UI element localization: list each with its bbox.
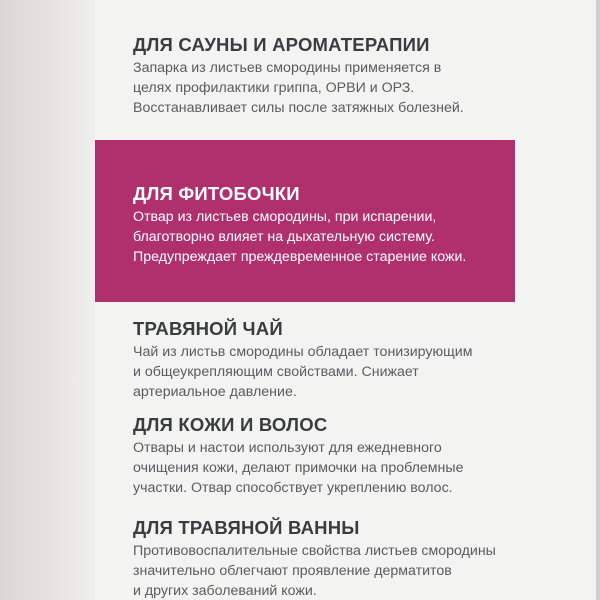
section-text-line: благотворно влияет на дыхательную систему. — [133, 229, 435, 245]
section-text-line: значительно облегчают проявление дерматитов — [133, 563, 452, 579]
section-title: ДЛЯ ФИТОБОЧКИ — [133, 183, 300, 204]
section-fitobochka — [133, 183, 573, 267]
section-text-line: Запарка из листьев смородины применяется в — [133, 60, 442, 76]
section-text-line: артериальное давление. — [133, 384, 297, 400]
section-herbal-bath — [133, 517, 573, 600]
section-title: ДЛЯ КОЖИ И ВОЛОС — [133, 414, 328, 435]
section-text-line: очищения кожи, делают примочки на проблемные — [133, 460, 464, 476]
section-text-line: Восстанавливает силы после затяжных болезней. — [133, 100, 464, 116]
section-skin-hair — [133, 414, 573, 498]
section-text-line: Чай из листьв смородины обладает тонизирующим — [133, 344, 473, 360]
section-text-line: Предупреждает преждевременное старение кожи. — [133, 249, 467, 265]
section-text-line: и общеукрепляющим свойствами. Снижает — [133, 364, 419, 380]
section-title: ДЛЯ САУНЫ И АРОМАТЕРАПИИ — [133, 34, 430, 55]
section-sauna-aromatherapy — [133, 34, 573, 118]
left-page-shadow — [0, 0, 95, 600]
section-text-line: и других заболеваний кожи. — [133, 583, 317, 599]
section-text-line: участки. Отвар способствует укреплению волос. — [133, 480, 453, 496]
section-text-line: целях профилактики гриппа, ОРВИ и ОРЗ. — [133, 80, 415, 96]
section-text-line: Противовоспалительные свойства листьев смородины — [133, 543, 496, 559]
section-title: ДЛЯ ТРАВЯНОЙ ВАННЫ — [133, 517, 360, 538]
section-text-line: Отвар из листьев смородины, при испарении, — [133, 209, 437, 225]
right-page-edge — [596, 0, 600, 600]
section-text-line: Отвары и настои используют для ежедневного — [133, 440, 442, 456]
section-title: ТРАВЯНОЙ ЧАЙ — [133, 318, 283, 339]
section-herbal-tea — [133, 318, 573, 402]
